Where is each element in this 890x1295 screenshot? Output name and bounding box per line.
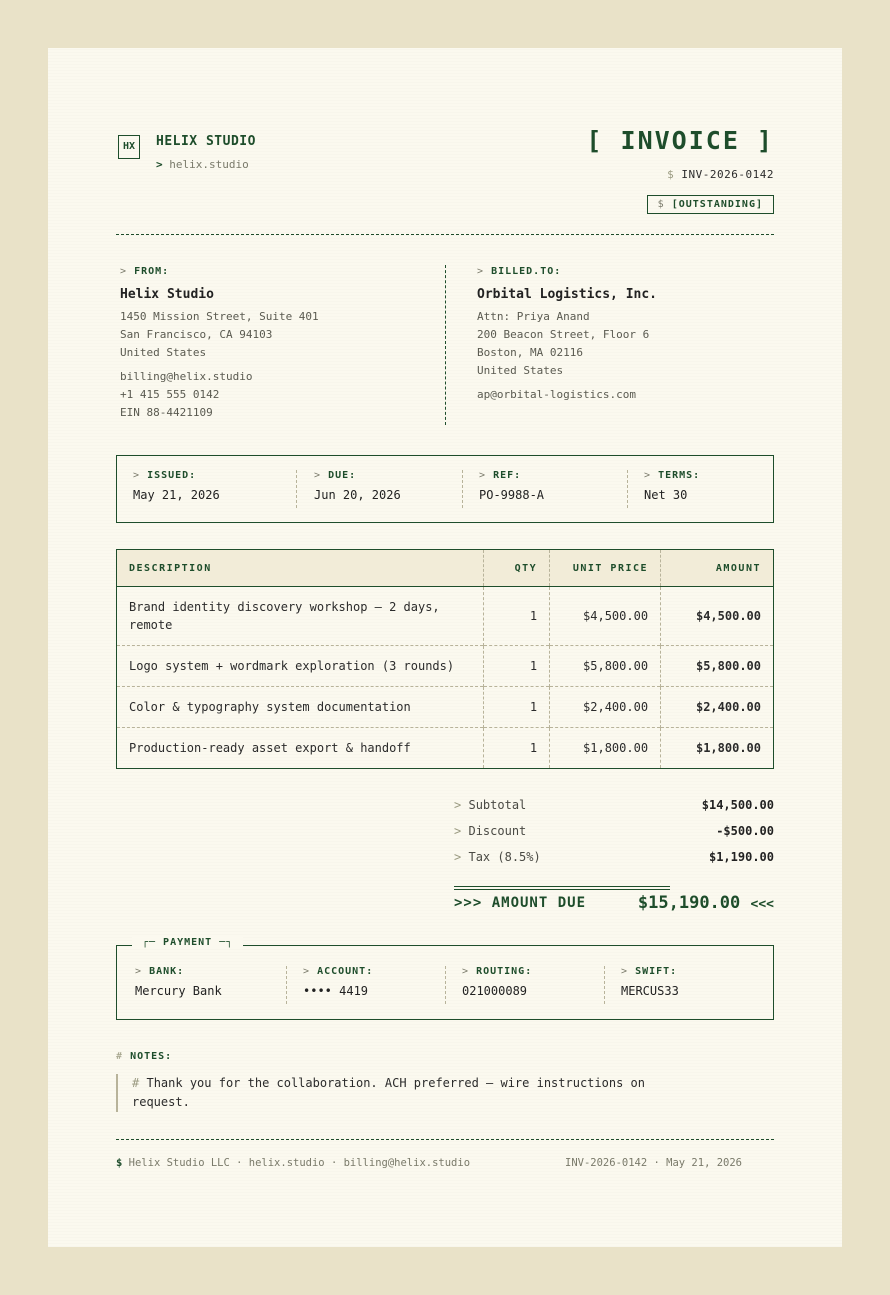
- amount-due-value: [638, 893, 774, 913]
- billed-to-address: [477, 308, 774, 380]
- payment-swift: [604, 966, 764, 1004]
- chevron-right-icon: >: [454, 798, 462, 812]
- item-amount: $1,800.00: [661, 728, 774, 769]
- chevron-right-icon: >: [644, 470, 652, 481]
- status-badge: [647, 195, 774, 214]
- address-line: 200 Beacon Street, Floor 6: [477, 328, 650, 341]
- meta-label: REF:: [493, 470, 522, 481]
- brand-name: HELIX STUDIO: [156, 134, 256, 149]
- tax-label-text: Tax (8.5%): [468, 850, 541, 864]
- party-divider: [445, 265, 446, 425]
- billed-to-block: [477, 266, 774, 404]
- from-label-text: FROM:: [134, 266, 170, 277]
- payment-field-value: 021000089: [462, 984, 528, 998]
- billed-to-contact: [477, 386, 774, 404]
- from-block: [120, 266, 430, 422]
- item-qty: 1: [484, 646, 550, 687]
- hash-icon: #: [132, 1076, 140, 1090]
- notes-label-text: NOTES:: [130, 1051, 173, 1062]
- dollar-icon: $: [657, 199, 665, 210]
- from-phone: +1 415 555 0142: [120, 388, 220, 401]
- chevron-right-icon: >: [454, 850, 462, 864]
- chevron-right-icon: >: [120, 266, 128, 277]
- discount-label: [454, 824, 526, 838]
- column-header-description: DESCRIPTION: [117, 550, 484, 587]
- invoice-number-text: INV-2026-0142: [681, 168, 774, 181]
- logo-text: HX: [122, 141, 136, 152]
- item-amount: $5,800.00: [661, 646, 774, 687]
- invoice-meta: [116, 455, 774, 523]
- payment-field-label: ACCOUNT:: [317, 966, 374, 977]
- chevron-right-icon: >: [462, 966, 470, 977]
- item-unit-price: $2,400.00: [550, 687, 661, 728]
- from-ein: EIN 88-4421109: [120, 406, 213, 419]
- from-contact: [120, 368, 430, 422]
- subtotal-label-text: Subtotal: [468, 798, 527, 812]
- table-row: [117, 687, 774, 728]
- item-amount: $4,500.00: [661, 587, 774, 646]
- footer-right: INV-2026-0142 · May 21, 2026: [565, 1157, 743, 1169]
- tax-label: [454, 850, 541, 864]
- from-name: Helix Studio: [120, 287, 214, 302]
- item-qty: 1: [484, 687, 550, 728]
- billed-to-name: Orbital Logistics, Inc.: [477, 287, 658, 302]
- meta-terms: [627, 470, 767, 508]
- meta-issued: [133, 470, 297, 508]
- chevron-right-icon: >: [479, 470, 487, 481]
- item-qty: 1: [484, 728, 550, 769]
- meta-value: May 21, 2026: [133, 488, 220, 502]
- payment-box: [116, 937, 774, 1020]
- table-row: [117, 587, 774, 646]
- amount-due-rule: [454, 886, 670, 890]
- discount-value: -$500.00: [716, 824, 774, 838]
- invoice-sheet: [48, 48, 842, 1247]
- table-row: [117, 646, 774, 687]
- item-description: Brand identity discovery workshop — 2 days, remote: [129, 600, 440, 632]
- subtotal-value: $14,500.00: [701, 798, 774, 812]
- item-description: Logo system + wordmark exploration (3 rounds): [117, 646, 484, 687]
- billed-to-email[interactable]: ap@orbital-logistics.com: [477, 388, 636, 401]
- payment-account: [286, 966, 445, 1004]
- payment-routing: [445, 966, 604, 1004]
- tax-value: $1,190.00: [708, 850, 774, 864]
- footer-left-text: Helix Studio LLC · helix.studio · billing@helix.studio: [128, 1157, 471, 1169]
- chevron-right-icon: >: [454, 824, 462, 838]
- from-email[interactable]: billing@helix.studio: [120, 370, 253, 383]
- subtotal-label: [454, 798, 526, 812]
- chevron-right-icon: >: [135, 966, 143, 977]
- billed-to-label: [477, 266, 774, 277]
- chevron-right-icon: >: [314, 470, 322, 481]
- table-header-row: [117, 550, 774, 587]
- payment-field-value: Mercury Bank: [135, 984, 222, 998]
- hash-icon: #: [116, 1051, 124, 1062]
- meta-label: ISSUED:: [147, 470, 197, 481]
- amount-due-number: $15,190.00: [637, 893, 741, 913]
- table-row: [117, 728, 774, 769]
- item-amount: $2,400.00: [661, 687, 774, 728]
- payment-field-value: •••• 4419: [303, 984, 369, 998]
- payment-bank: [135, 966, 286, 1004]
- notes-text: Thank you for the collaboration. ACH preferred — wire instructions on request.: [132, 1076, 645, 1109]
- billed-to-label-text: BILLED.TO:: [491, 266, 562, 277]
- meta-ref: [462, 470, 627, 508]
- chevron-right-icon: >: [133, 470, 141, 481]
- payment-field-value: MERCUS33: [621, 984, 679, 998]
- notes-label: [116, 1051, 172, 1062]
- address-line: 1450 Mission Street, Suite 401: [120, 310, 319, 323]
- column-header-unit-price: UNIT PRICE: [550, 550, 661, 587]
- dollar-icon: $: [667, 168, 675, 181]
- amount-due-label: >>> AMOUNT DUE: [454, 895, 587, 911]
- column-header-qty: QTY: [484, 550, 550, 587]
- item-description: Production-ready asset export & handoff: [117, 728, 484, 769]
- address-line: Boston, MA 02116: [477, 346, 583, 359]
- item-unit-price: $1,800.00: [550, 728, 661, 769]
- payment-field-label: BANK:: [149, 966, 185, 977]
- footer-divider: [116, 1139, 774, 1140]
- chevron-right-icon: >: [156, 158, 163, 171]
- line-items-table: [116, 549, 774, 769]
- meta-value: PO-9988-A: [479, 488, 545, 502]
- meta-label: TERMS:: [658, 470, 701, 481]
- notes-body: [116, 1074, 676, 1112]
- address-line: United States: [477, 364, 564, 377]
- address-line: San Francisco, CA 94103: [120, 328, 273, 341]
- footer-left: [116, 1157, 470, 1169]
- item-qty: 1: [484, 587, 550, 646]
- amount-due-tail: <<<: [750, 897, 774, 912]
- invoice-title: [ INVOICE ]: [586, 126, 774, 155]
- brand-logo: [118, 135, 140, 159]
- header-divider: [116, 234, 774, 235]
- brand-url-text: helix.studio: [169, 158, 249, 171]
- chevron-right-icon: >: [621, 966, 629, 977]
- address-line: Attn: Priya Anand: [477, 310, 590, 323]
- meta-label: DUE:: [328, 470, 357, 481]
- dollar-icon: $: [116, 1157, 123, 1169]
- meta-due: [296, 470, 462, 508]
- meta-value: Net 30: [644, 488, 688, 502]
- chevron-right-icon: >: [303, 966, 311, 977]
- item-unit-price: $5,800.00: [550, 646, 661, 687]
- from-address: [120, 308, 430, 362]
- chevron-right-icon: >: [477, 266, 485, 277]
- payment-field-label: ROUTING:: [476, 966, 533, 977]
- column-header-amount: AMOUNT: [661, 550, 774, 587]
- item-unit-price: $4,500.00: [550, 587, 661, 646]
- meta-value: Jun 20, 2026: [314, 488, 401, 502]
- payment-field-label: SWIFT:: [635, 966, 678, 977]
- item-description: Color & typography system documentation: [117, 687, 484, 728]
- brand-url[interactable]: [156, 158, 249, 171]
- discount-label-text: Discount: [468, 824, 527, 838]
- status-text: [OUTSTANDING]: [671, 199, 763, 210]
- invoice-number: [667, 168, 774, 181]
- from-label: [120, 266, 430, 277]
- address-line: United States: [120, 346, 207, 359]
- payment-title: ┌─ PAYMENT ─┐: [132, 937, 243, 948]
